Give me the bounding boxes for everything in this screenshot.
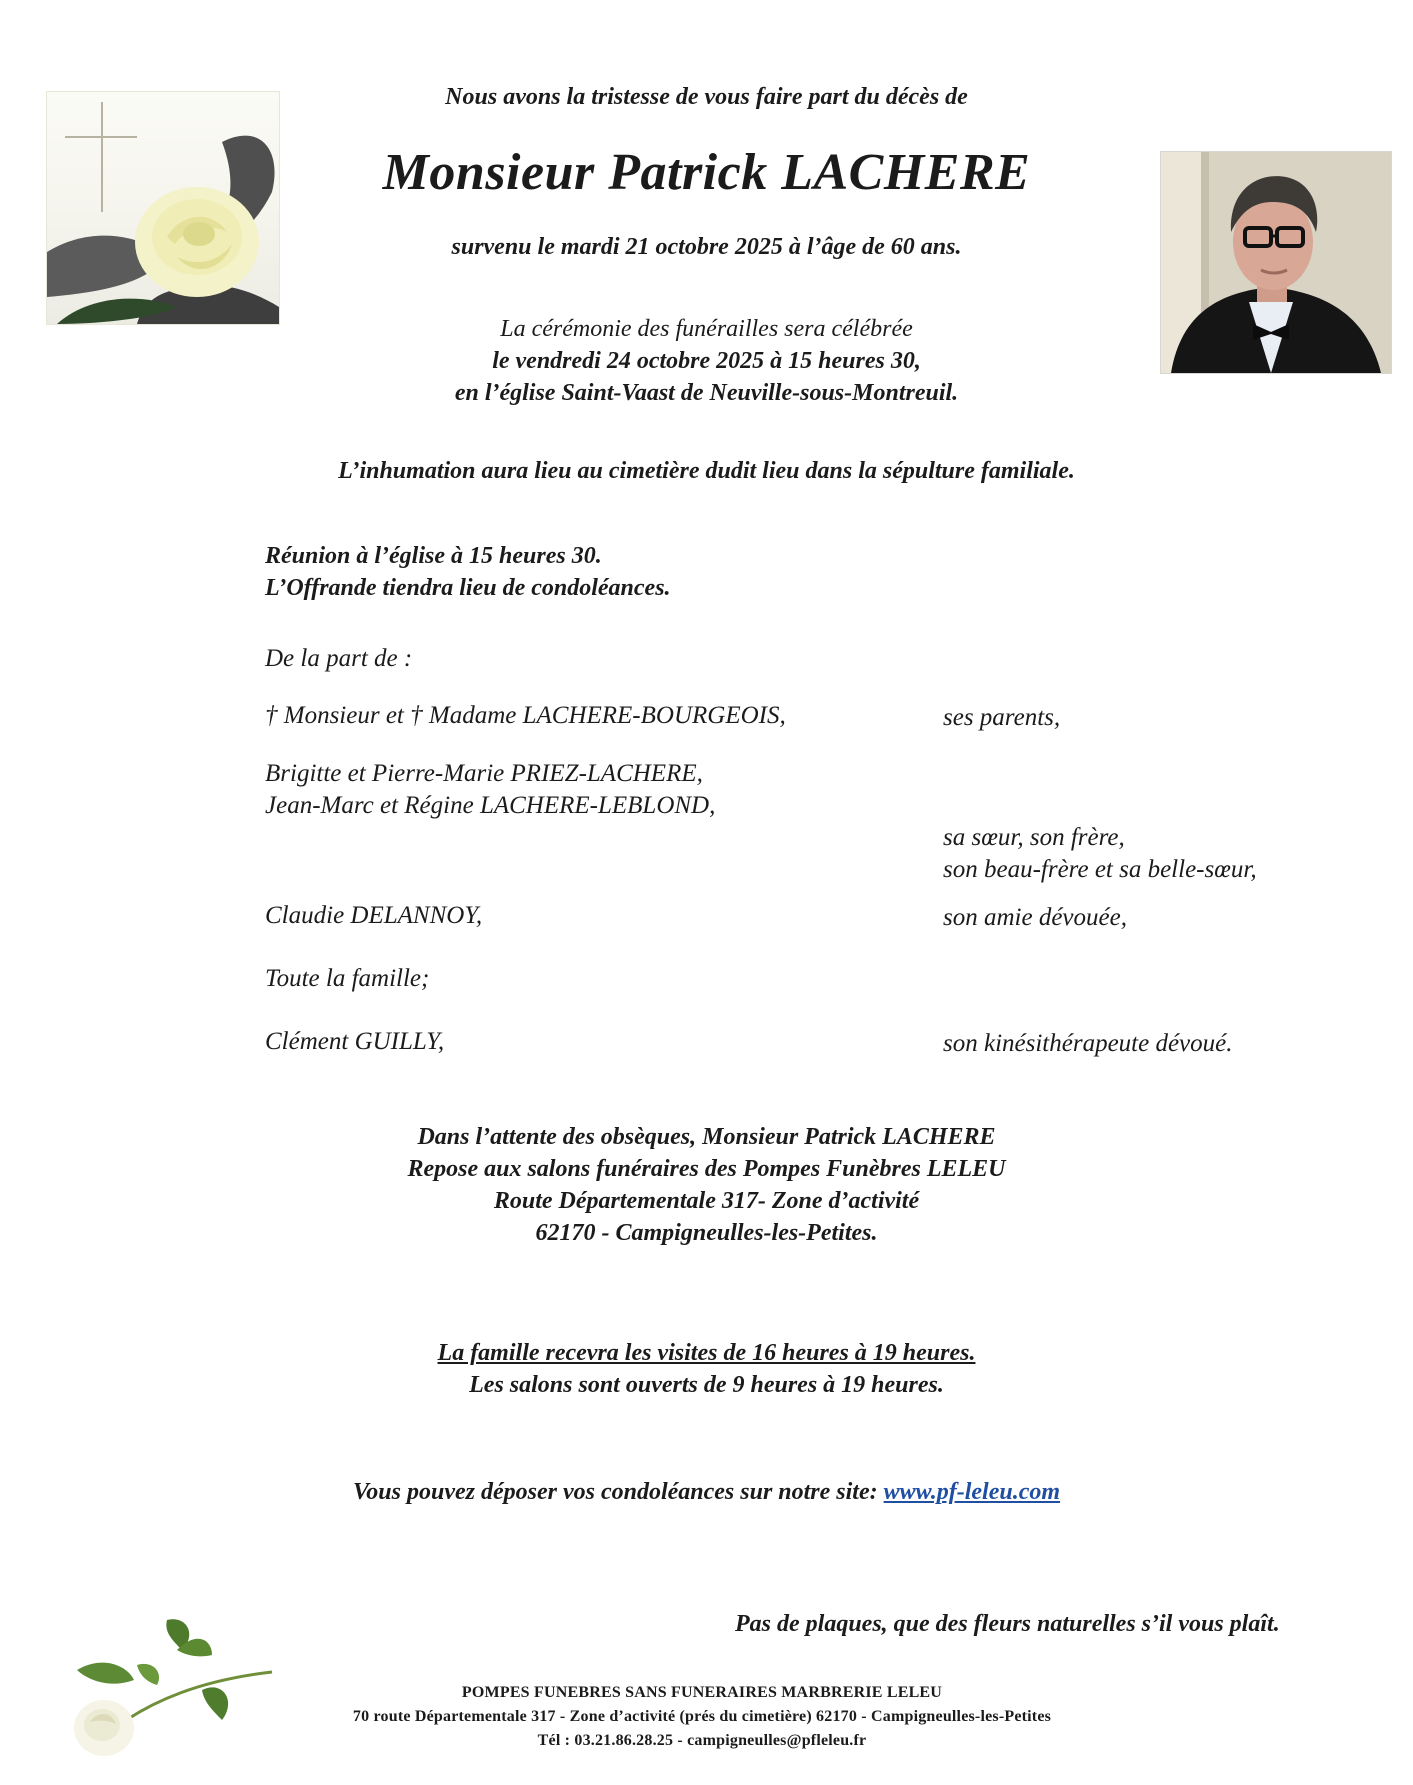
flowers-note: Pas de plaques, que des fleurs naturelles s’il vous plaît. [735, 1611, 1280, 1637]
rest-line-1: Dans l’attente des obsèques, Monsieur Patrick LACHERE [417, 1124, 996, 1150]
footer-company: POMPES FUNEBRES SANS FUNERAIRES MARBRERIE LELEU [461, 1684, 943, 1701]
meeting-line-1: Réunion à l’église à 15 heures 30. [265, 543, 602, 569]
family-names-2: Claudie DELANNOY, [265, 902, 483, 929]
rest-line-3: Route Départementale 317- Zone d’activité [493, 1188, 920, 1214]
family-relation-2: son amie dévouée, [943, 904, 1127, 931]
ceremony-line-2: le vendredi 24 octobre 2025 à 15 heures 30, [492, 348, 921, 374]
family-name-1a: Brigitte et Pierre-Marie PRIEZ-LACHERE, [265, 760, 703, 787]
condolences-line [0, 1479, 1413, 1506]
meeting-line-2: L’Offrande tiendra lieu de condoléances. [265, 575, 671, 601]
visits-hours: La famille recevra les visites de 16 heures à 19 heures. [437, 1340, 976, 1366]
burial-text: L’inhumation aura lieu au cimetière dudit lieu dans la sépulture familiale. [338, 458, 1075, 484]
footer-contact: Tél : 03.21.86.28.25 - campigneulles@pfleleu.fr [537, 1732, 867, 1749]
visits-line-2: Les salons sont ouverts de 9 heures à 19 heures. [469, 1372, 944, 1398]
footer-address: 70 route Départementale 317 - Zone d’activité (prés du cimetière) 62170 - Campigneulles-les-Petites [352, 1708, 1052, 1725]
ceremony-line-1: La cérémonie des funérailles sera célébrée [500, 316, 913, 342]
deceased-name: Monsieur Patrick LACHERE [382, 144, 1031, 201]
website-link[interactable]: www.pf-leleu.com [883, 1479, 1061, 1505]
cross-rose-illustration [47, 92, 279, 324]
family-names-0: † Monsieur et † Madame LACHERE-BOURGEOIS, [265, 702, 786, 729]
cross-rose-image [46, 91, 280, 325]
meeting-block [265, 540, 671, 604]
death-date-age: survenu le mardi 21 octobre 2025 à l’âge de 60 ans. [451, 234, 962, 260]
family-relation-1b: son beau-frère et sa belle-sœur, [943, 856, 1257, 883]
family-names-3: Toute la famille; [265, 965, 430, 992]
rest-line-2: Repose aux salons funéraires des Pompes Funèbres LELEU [407, 1156, 1006, 1182]
visits-line-1 [0, 1340, 1413, 1367]
family-relation-1a: sa sœur, son frère, [943, 824, 1125, 851]
from-label: De la part de : [265, 645, 413, 672]
family-relation-4: son kinésithérapeute dévoué. [943, 1030, 1233, 1057]
rest-line-4: 62170 - Campigneulles-les-Petites. [535, 1220, 878, 1246]
family-names-4: Clément GUILLY, [265, 1028, 445, 1055]
family-relation-0: ses parents, [943, 704, 1061, 731]
family-names-1 [265, 758, 715, 822]
family-name-1b: Jean-Marc et Régine LACHERE-LEBLOND, [265, 792, 716, 819]
family-relation-1 [943, 822, 1257, 886]
condolences-text: Vous pouvez déposer vos condoléances sur notre site: [352, 1479, 884, 1505]
ceremony-line-3: en l’église Saint-Vaast de Neuville-sous-Montreuil. [454, 380, 959, 406]
intro-text: Nous avons la tristesse de vous faire part du décès de [445, 84, 968, 110]
